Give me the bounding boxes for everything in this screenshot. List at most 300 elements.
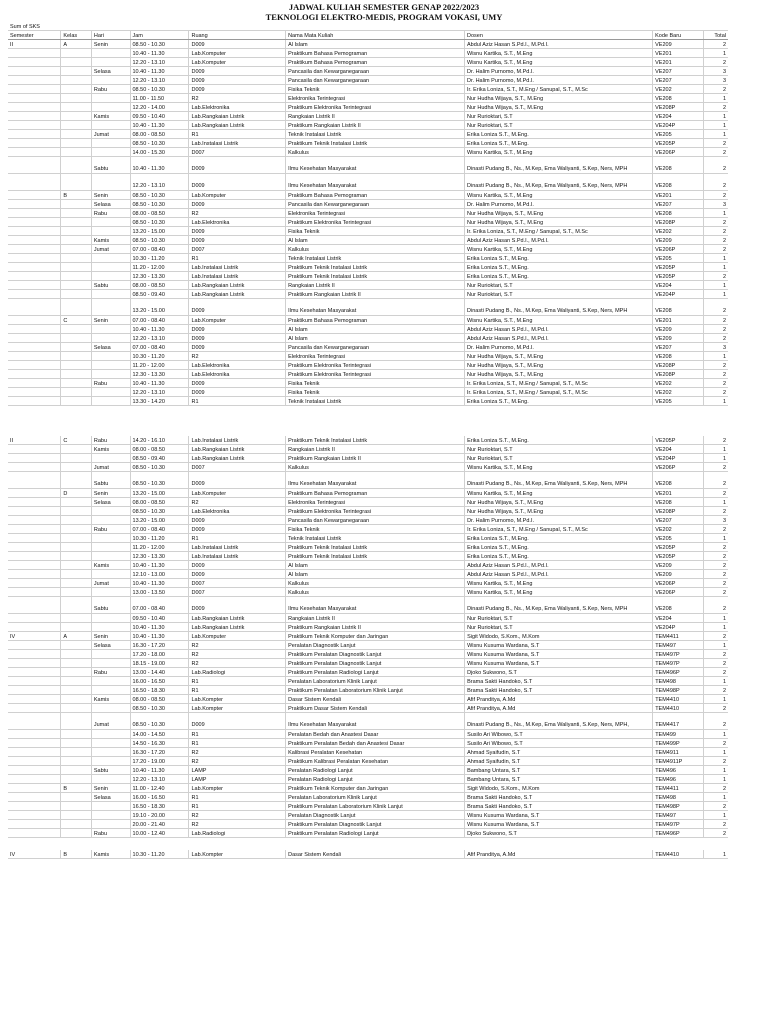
cell-hari bbox=[91, 272, 130, 281]
cell-total: 1 bbox=[703, 209, 728, 218]
cell-total: 2 bbox=[703, 218, 728, 227]
cell-hari bbox=[91, 334, 130, 343]
cell-jam: 08.50 - 10.30 bbox=[130, 713, 189, 730]
table-row bbox=[8, 236, 728, 245]
cell-dosen: Dr. Halim Purnomo, M.Pd.I. bbox=[465, 200, 653, 209]
cell-semester: II bbox=[8, 436, 61, 445]
cell-hari bbox=[91, 614, 130, 623]
cell-total: 1 bbox=[703, 130, 728, 139]
cell-kode: VE201 bbox=[653, 58, 704, 67]
cell-dosen: Wisnu Kusuma Wardana, S.T bbox=[465, 641, 653, 650]
cell-ruang: D009 bbox=[189, 561, 286, 570]
cell-mata-kuliah: Al Islam bbox=[286, 40, 465, 49]
cell-hari bbox=[91, 775, 130, 784]
cell-dosen: Erika Loniza S.T., M.Eng. bbox=[465, 397, 653, 406]
cell-semester bbox=[8, 516, 61, 525]
cell-hari bbox=[91, 325, 130, 334]
cell-dosen: Nur Rurioktari, S.T bbox=[465, 623, 653, 632]
table-row bbox=[8, 472, 728, 489]
cell-jam: 12.30 - 13.30 bbox=[130, 272, 189, 281]
cell-hari bbox=[91, 174, 130, 191]
cell-mata-kuliah: Praktikum Peralatan Diagnostik Lanjut bbox=[286, 820, 465, 829]
cell-ruang: Lab.Rangkaian Listrik bbox=[189, 281, 286, 290]
cell-kode: VE201 bbox=[653, 49, 704, 58]
cell-kelas bbox=[61, 570, 92, 579]
cell-kode: TEM496P bbox=[653, 668, 704, 677]
cell-total: 2 bbox=[704, 552, 728, 561]
cell-mata-kuliah: Kalkulus bbox=[286, 245, 465, 254]
cell-jam: 10.40 - 11.30 bbox=[130, 157, 189, 174]
cell-kode: VE209 bbox=[653, 325, 704, 334]
cell-mata-kuliah: Peralatan Diagnostik Lanjut bbox=[286, 811, 465, 820]
cell-dosen: Ir. Erika Loniza, S.T., M.Eng / Sanupal, S.T., M.Sc bbox=[465, 85, 653, 94]
cell-semester bbox=[8, 561, 61, 570]
cell-jam: 12.30 - 13.30 bbox=[130, 370, 189, 379]
table-row bbox=[8, 85, 728, 94]
table-row bbox=[8, 766, 728, 775]
table-row bbox=[8, 552, 728, 561]
cell-kelas bbox=[61, 334, 92, 343]
cell-jam: 13.20 - 15.00 bbox=[130, 489, 189, 498]
cell-kode: VE209 bbox=[653, 561, 704, 570]
table-row bbox=[8, 623, 728, 632]
table-row bbox=[8, 209, 728, 218]
cell-mata-kuliah: Praktikum Teknik Instalasi Listrik bbox=[286, 543, 465, 552]
cell-kelas bbox=[61, 361, 92, 370]
cell-mata-kuliah: Praktikum Peralatan Diagnostik Lanjut bbox=[286, 659, 465, 668]
cell-semester bbox=[8, 677, 61, 686]
cell-kelas bbox=[61, 112, 92, 121]
cell-kode: VE208 bbox=[653, 174, 704, 191]
cell-semester bbox=[8, 334, 61, 343]
cell-total: 1 bbox=[703, 94, 728, 103]
table-row bbox=[8, 730, 728, 739]
cell-mata-kuliah: Praktikum Peralatan Radiologi Lanjut bbox=[286, 829, 465, 838]
cell-ruang: D009 bbox=[189, 713, 286, 730]
cell-mata-kuliah: Ilmu Kesehatan Masyarakat bbox=[286, 713, 465, 730]
cell-ruang: R2 bbox=[189, 748, 286, 757]
cell-ruang: D009 bbox=[189, 40, 286, 49]
cell-dosen: Ir. Erika Loniza, S.T., M.Eng / Sanupal, S.T., M.Sc bbox=[465, 379, 653, 388]
cell-mata-kuliah: Teknik Instalasi Listrik bbox=[286, 130, 465, 139]
cell-total: 2 bbox=[704, 739, 728, 748]
cell-kelas bbox=[61, 650, 92, 659]
cell-total: 2 bbox=[703, 272, 728, 281]
cell-mata-kuliah: Praktikum Peralatan Radiologi Lanjut bbox=[286, 668, 465, 677]
cell-ruang: D009 bbox=[189, 174, 286, 191]
cell-kelas bbox=[61, 94, 92, 103]
cell-ruang: D009 bbox=[189, 472, 286, 489]
cell-jam: 10.30 - 11.20 bbox=[130, 352, 189, 361]
cell-hari bbox=[91, 254, 130, 263]
cell-hari: Selasa bbox=[91, 498, 130, 507]
cell-ruang: Lab.Rangkaian Listrik bbox=[189, 290, 286, 299]
cell-mata-kuliah: Ilmu Kesehatan Masyarakat bbox=[286, 299, 465, 316]
cell-kode: VE208 bbox=[653, 94, 704, 103]
cell-ruang: D009 bbox=[189, 597, 286, 614]
cell-ruang: Lab.Kompter bbox=[189, 695, 286, 704]
cell-dosen: Dinasti Pudang B., Ns., M.Kep, Ema Waliyanti, S.Kep, Ners, MPH bbox=[465, 299, 653, 316]
cell-hari bbox=[91, 454, 130, 463]
cell-ruang: R1 bbox=[189, 397, 286, 406]
cell-mata-kuliah: Fisika Teknik bbox=[286, 388, 465, 397]
cell-hari: Sabtu bbox=[91, 597, 130, 614]
cell-hari: Rabu bbox=[91, 209, 130, 218]
cell-kelas bbox=[61, 58, 92, 67]
cell-kelas bbox=[61, 614, 92, 623]
cell-kelas bbox=[61, 343, 92, 352]
cell-dosen: Nur Hudha Wijaya, S.T., M.Eng bbox=[465, 370, 653, 379]
cell-dosen: Wisnu Kartika, S.T., M.Eng bbox=[465, 148, 653, 157]
cell-jam: 08.50 - 10.30 bbox=[130, 507, 189, 516]
table-row bbox=[8, 850, 728, 859]
table-row bbox=[8, 463, 728, 472]
cell-dosen: Abdul Aziz Hasan S.Pd.I., M.Pd.I. bbox=[465, 561, 653, 570]
table-row bbox=[8, 191, 728, 200]
cell-kode: VE207 bbox=[653, 76, 704, 85]
cell-semester bbox=[8, 112, 61, 121]
cell-kelas bbox=[61, 561, 92, 570]
table-row bbox=[8, 561, 728, 570]
cell-hari: Senin bbox=[91, 191, 130, 200]
cell-kelas bbox=[61, 463, 92, 472]
cell-total: 2 bbox=[704, 668, 728, 677]
cell-dosen: Nur Hudha Wijaya, S.T., M.Eng bbox=[465, 209, 653, 218]
cell-kode: VE204 bbox=[653, 445, 704, 454]
cell-mata-kuliah: Praktikum Teknik Instalasi Listrik bbox=[286, 139, 465, 148]
cell-hari bbox=[91, 686, 130, 695]
cell-semester: IV bbox=[8, 850, 61, 859]
cell-kelas: B bbox=[61, 191, 92, 200]
cell-mata-kuliah: Ilmu Kesehatan Masyarakat bbox=[286, 157, 465, 174]
cell-kelas bbox=[61, 200, 92, 209]
cell-total: 1 bbox=[704, 695, 728, 704]
cell-dosen: Erika Loniza S.T., M.Eng. bbox=[465, 263, 653, 272]
cell-dosen: Nur Hudha Wijaya, S.T., M.Eng bbox=[465, 218, 653, 227]
cell-dosen: Ahmad Syaifudin, S.T bbox=[465, 757, 653, 766]
cell-kelas bbox=[61, 299, 92, 316]
cell-kode: TEM4410 bbox=[653, 695, 704, 704]
cell-semester bbox=[8, 103, 61, 112]
cell-total: 2 bbox=[704, 820, 728, 829]
cell-dosen: Abdul Aziz Hasan S.Pd.I., M.Pd.I. bbox=[465, 236, 653, 245]
cell-dosen: Brama Sakti Handoko, S.T bbox=[465, 686, 653, 695]
cell-semester bbox=[8, 157, 61, 174]
cell-kode: VE208 bbox=[653, 352, 704, 361]
cell-mata-kuliah: Praktikum Rangkaian Listrik II bbox=[286, 623, 465, 632]
cell-kelas bbox=[61, 290, 92, 299]
cell-total: 2 bbox=[703, 103, 728, 112]
cell-semester bbox=[8, 829, 61, 838]
cell-hari: Rabu bbox=[91, 829, 130, 838]
cell-semester bbox=[8, 775, 61, 784]
cell-dosen: Afif Pranditya, A.Md bbox=[465, 850, 653, 859]
cell-kelas: A bbox=[61, 40, 92, 49]
cell-kode: VE204 bbox=[653, 112, 704, 121]
cell-total: 2 bbox=[704, 489, 728, 498]
cell-kode: VE204P bbox=[653, 454, 704, 463]
cell-mata-kuliah: Praktikum Rangkaian Listrik II bbox=[286, 121, 465, 130]
schedule-page bbox=[0, 2, 768, 1026]
cell-ruang: D009 bbox=[189, 379, 286, 388]
cell-jam: 10.40 - 11.30 bbox=[130, 379, 189, 388]
cell-mata-kuliah: Praktikum Peralatan Diagnostik Lanjut bbox=[286, 650, 465, 659]
header-jam: Jam bbox=[130, 31, 189, 40]
cell-mata-kuliah: Fisika Teknik bbox=[286, 525, 465, 534]
cell-dosen: Wisnu Kartika, S.T., M.Eng bbox=[465, 49, 653, 58]
cell-ruang: Lab.Elektronika bbox=[189, 370, 286, 379]
cell-jam: 13.20 - 15.00 bbox=[130, 299, 189, 316]
cell-hari bbox=[91, 659, 130, 668]
cell-hari: Senin bbox=[91, 489, 130, 498]
header-kelas: Kelas bbox=[61, 31, 92, 40]
cell-jam: 10.40 - 11.30 bbox=[130, 67, 189, 76]
cell-hari: Sabtu bbox=[91, 472, 130, 489]
cell-dosen: Erika Loniza S.T., M.Eng. bbox=[465, 543, 653, 552]
table-row bbox=[8, 454, 728, 463]
cell-dosen: Nur Rurioktari, S.T bbox=[465, 112, 653, 121]
table-row bbox=[8, 686, 728, 695]
cell-jam: 20.00 - 21.40 bbox=[130, 820, 189, 829]
cell-total: 2 bbox=[704, 579, 728, 588]
cell-total: 2 bbox=[703, 58, 728, 67]
cell-hari: Jumat bbox=[91, 579, 130, 588]
cell-kode: VE206P bbox=[653, 579, 704, 588]
cell-hari bbox=[91, 811, 130, 820]
cell-total: 1 bbox=[704, 445, 728, 454]
cell-jam: 12.20 - 13.10 bbox=[130, 76, 189, 85]
cell-hari: Sabtu bbox=[91, 281, 130, 290]
cell-ruang: Lab.Komputer bbox=[189, 632, 286, 641]
table-row bbox=[8, 534, 728, 543]
cell-hari bbox=[91, 388, 130, 397]
cell-dosen: Erika Loniza S.T., M.Eng. bbox=[465, 272, 653, 281]
cell-mata-kuliah: Dasar Sistem Kendali bbox=[286, 695, 465, 704]
cell-ruang: Lab.Rangkaian Listrik bbox=[189, 445, 286, 454]
cell-kode: VE209 bbox=[653, 236, 704, 245]
table-row bbox=[8, 704, 728, 713]
cell-jam: 08.50 - 10.30 bbox=[130, 85, 189, 94]
cell-jam: 12.20 - 13.10 bbox=[130, 775, 189, 784]
cell-kelas bbox=[61, 641, 92, 650]
cell-total: 1 bbox=[704, 677, 728, 686]
cell-semester bbox=[8, 191, 61, 200]
cell-kode: TEM4410 bbox=[653, 704, 704, 713]
cell-kode: VE205P bbox=[653, 263, 704, 272]
cell-ruang: D009 bbox=[189, 76, 286, 85]
table-row bbox=[8, 525, 728, 534]
cell-dosen: Bambang Untara, S.T bbox=[465, 766, 653, 775]
cell-ruang: Lab.Kompter bbox=[189, 850, 286, 859]
cell-kode: VE208 bbox=[653, 498, 704, 507]
cell-mata-kuliah: Peralatan Laboratorium Klinik Lanjut bbox=[286, 677, 465, 686]
cell-mata-kuliah: Teknik Instalasi Listrik bbox=[286, 397, 465, 406]
cell-total: 1 bbox=[704, 534, 728, 543]
cell-jam: 07.00 - 08.40 bbox=[130, 525, 189, 534]
cell-kelas bbox=[61, 739, 92, 748]
cell-kelas bbox=[61, 704, 92, 713]
cell-dosen: Nur Rurioktari, S.T bbox=[465, 454, 653, 463]
cell-ruang: Lab.Kompter bbox=[189, 784, 286, 793]
cell-kode: VE205 bbox=[653, 254, 704, 263]
cell-jam: 13.30 - 14.20 bbox=[130, 397, 189, 406]
cell-total: 2 bbox=[703, 388, 728, 397]
cell-semester bbox=[8, 121, 61, 130]
cell-semester bbox=[8, 370, 61, 379]
cell-hari bbox=[91, 757, 130, 766]
table-row bbox=[8, 254, 728, 263]
cell-kelas: B bbox=[61, 784, 92, 793]
cell-ruang: R1 bbox=[189, 130, 286, 139]
cell-total: 1 bbox=[703, 281, 728, 290]
cell-total: 1 bbox=[704, 641, 728, 650]
cell-ruang: Lab.Komputer bbox=[189, 58, 286, 67]
table-row bbox=[8, 659, 728, 668]
cell-mata-kuliah: Praktikum Rangkaian Listrik II bbox=[286, 290, 465, 299]
cell-jam: 10.30 - 11.20 bbox=[130, 254, 189, 263]
cell-hari bbox=[91, 139, 130, 148]
cell-mata-kuliah: Elektronika Terintegrasi bbox=[286, 352, 465, 361]
cell-semester bbox=[8, 49, 61, 58]
cell-mata-kuliah: Peralatan Radiologi Lanjut bbox=[286, 766, 465, 775]
cell-semester bbox=[8, 507, 61, 516]
cell-jam: 10.40 - 11.30 bbox=[130, 121, 189, 130]
cell-jam: 11.00 - 11.50 bbox=[130, 94, 189, 103]
cell-kelas bbox=[61, 254, 92, 263]
cell-dosen: Brama Sakti Handoko, S.T bbox=[465, 802, 653, 811]
cell-ruang: D009 bbox=[189, 157, 286, 174]
cell-semester bbox=[8, 730, 61, 739]
cell-ruang: D009 bbox=[189, 299, 286, 316]
cell-jam: 16.00 - 16.50 bbox=[130, 793, 189, 802]
table-row bbox=[8, 793, 728, 802]
cell-dosen: Ahmad Syaifudin, S.T bbox=[465, 748, 653, 757]
cell-total: 1 bbox=[704, 614, 728, 623]
table-row bbox=[8, 802, 728, 811]
cell-dosen: Wisnu Kartika, S.T., M.Eng bbox=[465, 579, 653, 588]
cell-kode: TEM498P bbox=[653, 686, 704, 695]
cell-kelas bbox=[61, 379, 92, 388]
cell-semester bbox=[8, 281, 61, 290]
cell-jam: 12.20 - 13.10 bbox=[130, 58, 189, 67]
cell-kode: VE206P bbox=[653, 148, 704, 157]
cell-kode: TEM499P bbox=[653, 739, 704, 748]
cell-semester bbox=[8, 623, 61, 632]
cell-kelas bbox=[61, 272, 92, 281]
cell-total: 1 bbox=[704, 793, 728, 802]
cell-semester bbox=[8, 290, 61, 299]
cell-jam: 08.50 - 10.30 bbox=[130, 463, 189, 472]
table-row bbox=[8, 570, 728, 579]
cell-total: 2 bbox=[704, 784, 728, 793]
cell-semester bbox=[8, 793, 61, 802]
cell-dosen: Erika Loniza S.T., M.Eng. bbox=[465, 552, 653, 561]
cell-mata-kuliah: Praktikum Teknik Komputer dan Jaringan bbox=[286, 632, 465, 641]
cell-jam: 12.20 - 13.10 bbox=[130, 388, 189, 397]
cell-total: 2 bbox=[704, 829, 728, 838]
cell-kelas bbox=[61, 677, 92, 686]
cell-semester bbox=[8, 209, 61, 218]
header-row bbox=[8, 31, 728, 40]
cell-total: 1 bbox=[703, 112, 728, 121]
cell-hari: Rabu bbox=[91, 379, 130, 388]
table-row bbox=[8, 614, 728, 623]
cell-kelas bbox=[61, 325, 92, 334]
cell-mata-kuliah: Peralatan Radiologi Lanjut bbox=[286, 775, 465, 784]
cell-total: 2 bbox=[703, 174, 728, 191]
cell-mata-kuliah: Praktikum Teknik Instalasi Listrik bbox=[286, 272, 465, 281]
schedule-table-1 bbox=[8, 22, 728, 406]
cell-kode: TEM498P bbox=[653, 802, 704, 811]
cell-jam: 16.30 - 17.20 bbox=[130, 641, 189, 650]
cell-ruang: D009 bbox=[189, 516, 286, 525]
cell-hari: Senin bbox=[91, 784, 130, 793]
cell-semester bbox=[8, 272, 61, 281]
cell-kode: VE204P bbox=[653, 623, 704, 632]
cell-jam: 08.50 - 10.30 bbox=[130, 218, 189, 227]
cell-jam: 08.50 - 09.40 bbox=[130, 290, 189, 299]
cell-ruang: R2 bbox=[189, 641, 286, 650]
cell-dosen: Wisnu Kartika, S.T., M.Eng bbox=[465, 191, 653, 200]
cell-kode: VE208 bbox=[653, 472, 704, 489]
cell-jam: 10.40 - 11.30 bbox=[130, 325, 189, 334]
cell-semester bbox=[8, 739, 61, 748]
cell-semester bbox=[8, 397, 61, 406]
cell-total: 1 bbox=[704, 775, 728, 784]
cell-ruang: D007 bbox=[189, 245, 286, 254]
cell-jam: 14.20 - 16.10 bbox=[130, 436, 189, 445]
cell-mata-kuliah: Ilmu Kesehatan Masyarakat bbox=[286, 174, 465, 191]
cell-ruang: R2 bbox=[189, 650, 286, 659]
table-row bbox=[8, 325, 728, 334]
cell-ruang: Lab.Komputer bbox=[189, 191, 286, 200]
cell-mata-kuliah: Kalibrasi Peralatan Kesehatan bbox=[286, 748, 465, 757]
cell-total: 1 bbox=[704, 623, 728, 632]
table-row bbox=[8, 784, 728, 793]
table-row bbox=[8, 829, 728, 838]
cell-semester bbox=[8, 704, 61, 713]
cell-kelas: B bbox=[61, 850, 92, 859]
cell-kelas bbox=[61, 130, 92, 139]
table-row bbox=[8, 748, 728, 757]
table-row bbox=[8, 543, 728, 552]
cell-semester bbox=[8, 67, 61, 76]
cell-mata-kuliah: Peralatan Diagnostik Lanjut bbox=[286, 641, 465, 650]
table-row bbox=[8, 130, 728, 139]
cell-dosen: Ir. Erika Loniza, S.T., M.Eng / Sanupal, S.T., M.Sc bbox=[465, 227, 653, 236]
cell-jam: 17.20 - 18.00 bbox=[130, 650, 189, 659]
cell-jam: 08.50 - 10.30 bbox=[130, 704, 189, 713]
cell-kode: VE208 bbox=[653, 597, 704, 614]
cell-total: 3 bbox=[704, 516, 728, 525]
cell-jam: 11.20 - 12.00 bbox=[130, 263, 189, 272]
cell-jam: 14.50 - 16.30 bbox=[130, 739, 189, 748]
cell-jam: 08.50 - 10.30 bbox=[130, 191, 189, 200]
cell-ruang: D007 bbox=[189, 579, 286, 588]
cell-hari: Kamis bbox=[91, 112, 130, 121]
cell-mata-kuliah: Al Islam bbox=[286, 561, 465, 570]
cell-hari bbox=[91, 76, 130, 85]
cell-total: 2 bbox=[704, 757, 728, 766]
cell-hari bbox=[91, 370, 130, 379]
cell-hari bbox=[91, 397, 130, 406]
cell-total: 2 bbox=[704, 588, 728, 597]
table-row bbox=[8, 281, 728, 290]
cell-kelas bbox=[61, 552, 92, 561]
cell-semester bbox=[8, 802, 61, 811]
cell-total: 1 bbox=[703, 254, 728, 263]
cell-hari bbox=[91, 299, 130, 316]
